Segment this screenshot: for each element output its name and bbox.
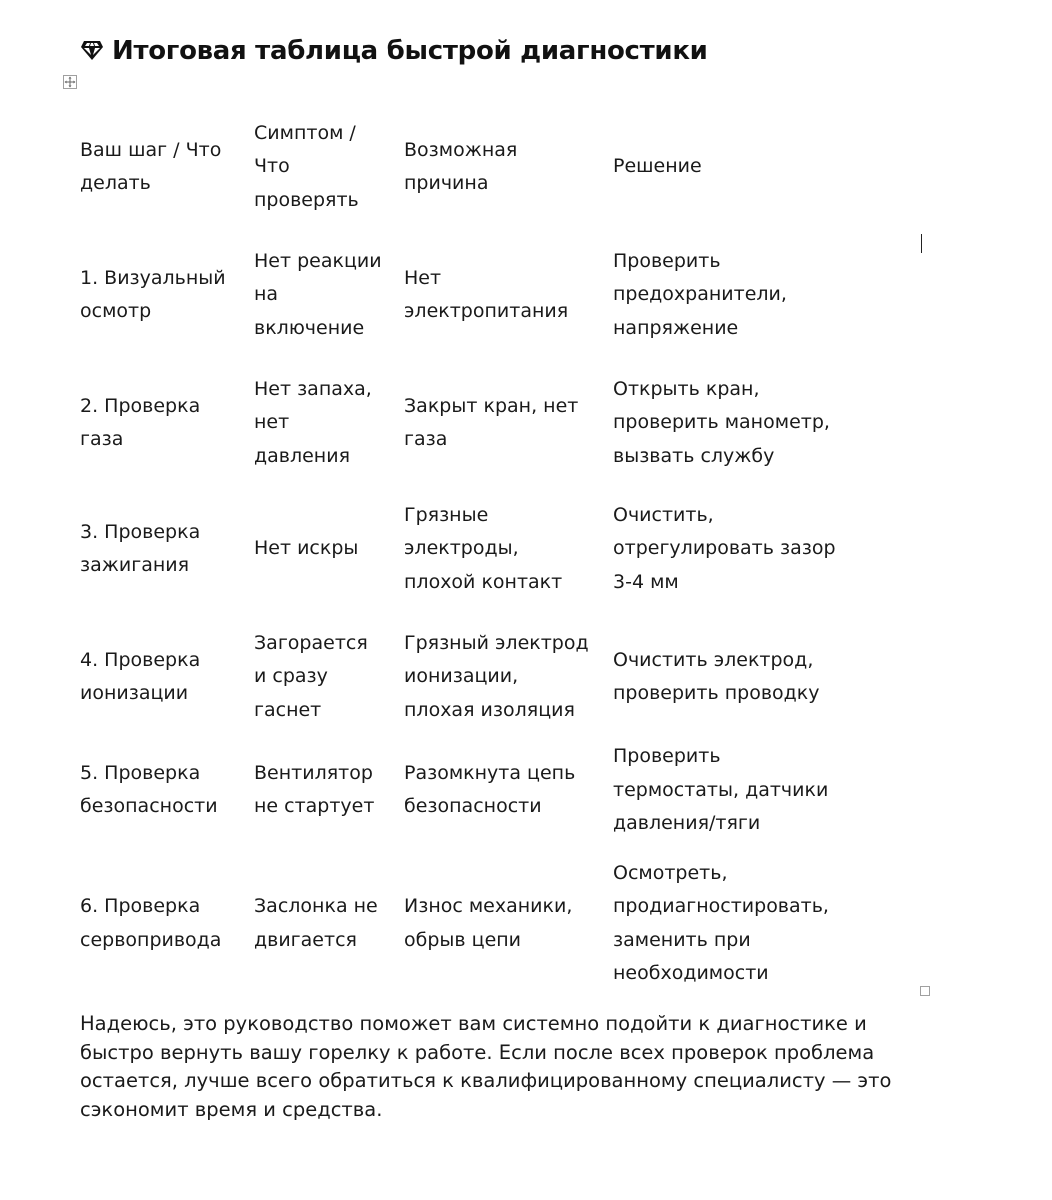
- cell-step[interactable]: 1. Визуальный осмотр: [80, 266, 226, 322]
- cell-cause[interactable]: Закрыт кран, нет газа: [404, 394, 579, 450]
- move-arrows-icon: [64, 76, 76, 88]
- heading-text: Итоговая таблица быстрой диагностики: [112, 36, 708, 66]
- cell-symptom[interactable]: Загорается и сразу гаснет: [254, 631, 368, 721]
- cell-step[interactable]: 2. Проверка газа: [80, 394, 201, 450]
- table-header-row: [70, 106, 858, 228]
- table-resize-handle[interactable]: [920, 986, 930, 996]
- cell-cause[interactable]: Износ механики, обрыв цепи: [404, 895, 573, 951]
- table-row: [70, 228, 858, 362]
- cell-solution[interactable]: Осмотреть, продиагностировать, заменить при необходимости: [613, 861, 829, 984]
- header-cell-cause[interactable]: Возможная причина: [404, 138, 518, 194]
- table-row: [70, 841, 858, 1007]
- cell-solution[interactable]: Очистить электрод, проверить проводку: [613, 648, 820, 704]
- cell-symptom[interactable]: Заслонка не двигается: [254, 895, 378, 951]
- table-row: [70, 362, 858, 484]
- table-row: [70, 740, 858, 841]
- text-cursor: [921, 234, 922, 253]
- cell-step[interactable]: 3. Проверка зажигания: [80, 520, 201, 576]
- cell-step[interactable]: 5. Проверка безопасности: [80, 761, 218, 818]
- cell-symptom[interactable]: Нет запаха, нет давления: [254, 377, 372, 467]
- closing-paragraph: Надеюсь, это руководство поможет вам системно подойти к диагностике и быстро вернуть вашу горелку к работе. Если после всех проверок проблема остается, лучше всего обратиться к квалифицированному специалисту — это сэкономит время и средства.: [80, 1012, 892, 1121]
- cell-solution[interactable]: Открыть кран, проверить манометр, вызвать службу: [613, 377, 830, 467]
- table-row: [70, 484, 858, 614]
- cell-symptom[interactable]: Вентилятор не стартует: [254, 761, 375, 818]
- header-cell-symptom[interactable]: Симптом / Что проверять: [254, 121, 359, 211]
- table-move-handle[interactable]: [63, 75, 77, 89]
- cell-solution[interactable]: Очистить, отрегулировать зазор 3-4 мм: [613, 503, 836, 593]
- cell-cause[interactable]: Нет электропитания: [404, 266, 569, 322]
- section-heading: [80, 36, 708, 66]
- cell-cause[interactable]: Разомкнута цепь безопасности: [404, 761, 576, 818]
- cell-cause[interactable]: Грязные электроды, плохой контакт: [404, 503, 563, 593]
- cell-step[interactable]: 6. Проверка сервопривода: [80, 895, 222, 951]
- header-cell-solution[interactable]: Решение: [613, 155, 702, 178]
- cell-step[interactable]: 4. Проверка ионизации: [80, 648, 201, 704]
- cell-cause[interactable]: Грязный электрод ионизации, плохая изоляция: [404, 631, 589, 721]
- gem-icon: [80, 38, 104, 60]
- cell-symptom[interactable]: Нет реакции на включение: [254, 249, 382, 339]
- header-cell-step[interactable]: Ваш шаг / Что делать: [80, 138, 222, 194]
- cell-symptom[interactable]: Нет искры: [254, 537, 359, 560]
- diagnostics-table: [70, 106, 858, 1007]
- table-row: [70, 614, 858, 740]
- cell-solution[interactable]: Проверить термостаты, датчики давления/тяги: [613, 745, 829, 834]
- cell-solution[interactable]: Проверить предохранители, напряжение: [613, 249, 787, 339]
